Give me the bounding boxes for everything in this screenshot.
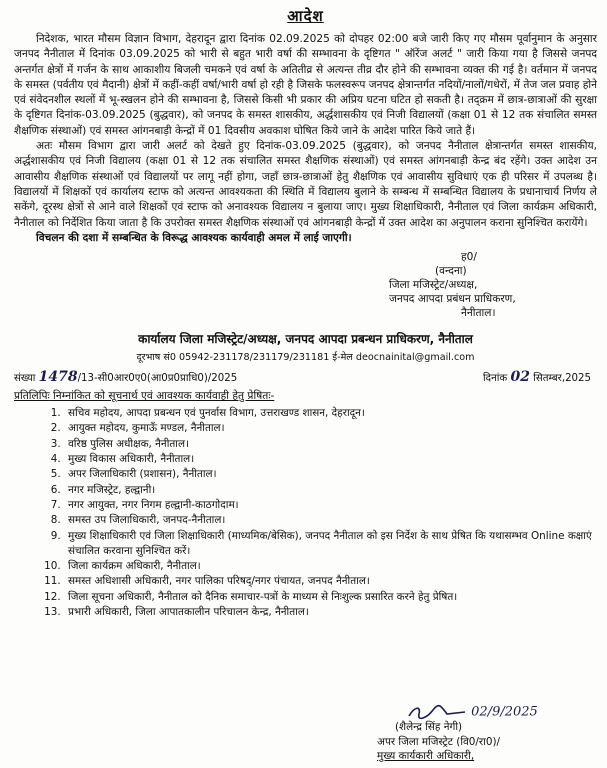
distribution-item: 9. मुख्य शिक्षाधिकारी एवं जिला शिक्षाधिकारी (माध्यमिक/बेसिक), जनपद नैनीताल को इस निर्देश के साथ प्रेषित कि यथासम्भव Online कक्षाएं संचालित करवाना सुनिश्चित करें। <box>64 529 597 560</box>
date-handwritten-day: 02 <box>510 369 530 386</box>
distribution-item: 4. मुख्य विकास अधिकारी, नैनीताल। <box>64 452 597 467</box>
distribution-item: 7. नगर आयुक्त, नगर निगम हल्द्वानी-काठगोदाम। <box>64 498 597 513</box>
order-body <box>14 32 597 246</box>
ref-handwritten-number: 1478 <box>38 369 78 386</box>
date-rest: सितम्बर,2025 <box>533 373 591 385</box>
distribution-item: 13. प्रभारी अधिकारी, जिला आपातकालीन परिचालन केन्द्र, नैनीताल। <box>64 605 597 620</box>
reference-number <box>14 369 237 385</box>
copy-to-label: प्रतिलिपिः <box>14 390 50 403</box>
signature-scribble-icon <box>407 704 467 720</box>
adm-designation: अपर जिला मजिस्ट्रेट (वि0/रा0)/ <box>377 735 501 748</box>
copy-to-heading <box>14 389 597 403</box>
paragraph-1: निदेशक, भारत मौसम विज्ञान विभाग, देहरादून द्वारा दिनांक 02.09.2025 को दोपहर 02:00 बजे जारी किए गए मौसम पूर्वानुमान के अनुसार जनपद नैनीताल में दिनांक 03.09.2025 को भारी से बहुत भारी वर्षा की सम्भावना के दृष्टिगत " ऑरेंज अलर्ट " जारी किया गया है जिससे जनपद अन्तर्गत क्षेत्रों में गर्जन के साथ आकाशीय बिजली चमकने एवं वर्षा के अतितीव्र से अत्यन्त तीव्र दौर होने की सम्भावना व्यक्त की गई है। वर्तमान में जनपद के समस्त (पर्वतीय एवं मैदानी) क्षेत्रों में कहीं-कहीं वर्षा/भारी वर्षा हो रही है जिसके फलस्वरूप जनपद क्षेत्रान्तर्गत नदियों/नालों/गधेरों, में तेज जल प्रवाह होने एवं संवेदनशील स्थलों में भू-स्खलन होने की सम्भावना है, जिससे किसी भी प्रकार की अप्रिय घटना घटित हो सकती है। तद्‌क्रम में छात्र-छात्राओं की सुरक्षा के दृष्टिगत दिनांक-03.09.2025 (बुद्धवार), को जनपद के समस्त शासकीय, अर्द्धशासकीय एवं निजी विद्यालयों (कक्षा 01 से 12 तक संचालित समस्त शैक्षणिक संस्थाओं) एवं समस्त आंगनबाड़ी केन्द्रों में 01 दिवसीय अवकाश घोषित किये जाने के आदेश पारित किये जाते हैं। <box>14 33 597 137</box>
distribution-item: 2. आयुक्त महोदय, कुमाऊँ मण्डल, नैनीताल। <box>64 421 597 436</box>
reference-row <box>14 369 597 385</box>
copy-to-text: निम्नांकित को सूचनार्थ एवं आवश्यक कार्यवाही हेतु प्रेषितः- <box>49 390 275 403</box>
distribution-item: 6. नगर मजिस्ट्रेट, हल्द्वानी। <box>64 483 597 498</box>
distribution-item: 8. समस्त उप जिलाधिकारी, जनपद-नैनीताल। <box>64 513 597 528</box>
adm-role: मुख्य कार्यकारी अधिकारी, <box>377 750 475 763</box>
order-title: आदेश <box>287 7 324 25</box>
adm-signature-block <box>377 704 587 764</box>
reference-date <box>483 369 591 385</box>
warning-line: विचलन की दशा में सम्बन्धित के विरूद्ध आवश्यक कार्यवाही अमल में लाई जाएगी। <box>36 231 352 244</box>
distribution-item: 10. जिला कार्यक्रम अधिकारी, नैनीताल। <box>64 559 597 574</box>
handwritten-signature <box>407 704 587 720</box>
adm-name: (शैलेन्द्र सिंह नेगी) <box>395 721 463 734</box>
signatory-place: नैनीताल। <box>461 307 496 320</box>
distribution-item: 11. समस्त अधिशासी अधिकारी, नगर पालिका परिषद्/नगर पंचायत, जनपद नैनीताल। <box>64 574 597 589</box>
signature-mark: ह0/ <box>461 251 477 264</box>
distribution-item: 12. जिला सूचना अधिकारी, नैनीताल को दैनिक समाचार-पत्रों के माध्यम से निःशुल्क प्रसारित करने हेतु प्रेषित। <box>64 590 597 605</box>
handwritten-date: 02/9/2025 <box>471 704 538 720</box>
ref-suffix: /13-सी0आर0ए0(आ0प्र0प्राधि0)/2025 <box>77 373 238 385</box>
signatory-name: (वन्दना) <box>435 265 467 278</box>
dm-signature-block <box>389 250 597 320</box>
distribution-item: 3. वरिष्ठ पुलिस अधीक्षक, नैनीताल। <box>64 437 597 452</box>
office-heading: कार्यालय जिला मजिस्ट्रेट/अध्यक्ष, जनपद आपदा प्रबन्धन प्राधिकरण, नैनीताल <box>138 332 473 347</box>
signatory-designation: जिला मजिस्ट्रेट/अध्यक्ष, <box>389 279 478 292</box>
distribution-item: 1. सचिव महोदय, आपदा प्रबन्धन एवं पुनर्वास विभाग, उत्तराखण्ड शासन, देहरादून। <box>64 406 597 421</box>
ref-prefix: संख्या <box>14 373 36 385</box>
signatory-authority: जनपद आपदा प्रबंधन प्राधिकरण, <box>389 293 516 306</box>
distribution-list <box>14 406 597 620</box>
paragraph-2: अतः मौसम विभाग द्वारा जारी अलर्ट को देखते हुए दिनांक-03.09.2025 (बुद्धवार), को जनपद नैनीताल क्षेत्रान्तर्गत समस्त शासकीय, अर्द्धशासकीय एवं निजी विद्यालय (कक्षा 01 से 12 तक संचालित समस्त शैक्षणिक संस्थाओं) एवं समस्त आंगनबाड़ी केन्द्र बंद रहेंगे। उक्त आदेश उन आवासीय शैक्षणिक संस्थाओं एवं विद्यालयों पर लागू नहीं होगा, जहाँ छात्र-छात्राओं हेतु शैक्षणिक एवं आवासीय सुविधाएं एक ही परिसर में उपलब्ध है। विद्यालयों में शिक्षकों एवं कार्यालय स्टाफ को अत्यन्त आवश्यकता की स्थिति में विद्यालय बुलाने के सम्बन्ध में सम्बन्धित विद्यालय के प्रधानाचार्य निर्णय ले सकेंगे, दूरस्थ क्षेत्रों से आने वाले शिक्षकों एवं स्टाफ को अनावश्यक विद्यालय न बुलाया जाए। मुख्य शिक्षाधिकारी, नैनीताल एवं जिला कार्यक्रम अधिकारी, नैनीताल को निर्देशित किया जाता है कि उपरोक्त समस्त शैक्षणिक संस्थाओं एवं आंगनबाड़ी केन्द्रों में उक्त आदेश का अनुपालन कराना सुनिश्चित करायेंगे। <box>14 140 597 229</box>
office-contact: दूरभाष सं0 05942-231178/231179/231181 ई-मेल deocnainital@gmail.com <box>136 352 475 364</box>
distribution-item: 5. अपर जिलाधिकारी (प्रशासन), नैनीताल। <box>64 467 597 482</box>
date-prefix: दिनांक <box>483 373 508 385</box>
